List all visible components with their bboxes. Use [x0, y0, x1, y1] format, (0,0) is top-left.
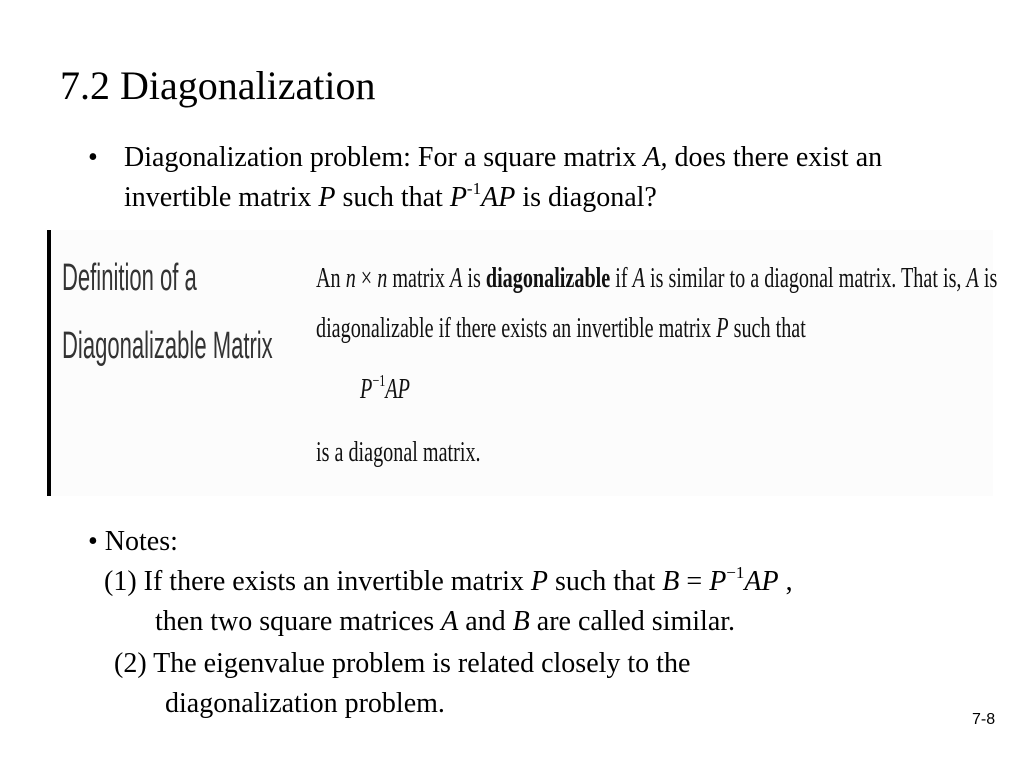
- text: such that: [335, 182, 450, 213]
- definition-line2: [316, 312, 806, 346]
- superscript: -1: [466, 178, 482, 198]
- term-diagonalizable: diagonalizable: [485, 263, 611, 294]
- var-A: A,: [643, 142, 668, 173]
- var-AP: AP: [481, 182, 516, 213]
- notes-label: • Notes:: [88, 526, 178, 557]
- text: diagonalizable if there exists an invertible matrix: [316, 313, 717, 344]
- text: ×: [355, 263, 378, 294]
- note-2-continued: diagonalization problem.: [165, 688, 445, 719]
- text: is: [462, 263, 486, 294]
- note-1: [104, 562, 793, 602]
- var-A: A: [441, 606, 459, 637]
- definition-line4: is a diagonal matrix.: [316, 437, 481, 468]
- var-P: P: [318, 182, 336, 213]
- definition-heading-line1: Definition of a: [62, 257, 197, 299]
- text: Diagonalization problem: For a square matrix: [124, 142, 644, 173]
- text: if: [610, 263, 633, 294]
- text: matrix: [387, 263, 451, 294]
- slide-number: 7-8: [972, 711, 996, 728]
- var-AP: AP: [385, 374, 410, 405]
- bullet-diagonalization-problem: [124, 138, 974, 218]
- text: (1) If there exists an invertible matrix: [104, 566, 531, 597]
- similarity-equation: [662, 562, 779, 597]
- page-title: 7.2 Diagonalization: [60, 63, 376, 108]
- var-P: P: [709, 566, 727, 597]
- definition-line1: [316, 262, 997, 296]
- superscript: −1: [726, 562, 745, 582]
- text: does there exist an invertible matrix: [124, 142, 883, 213]
- var-B: B: [662, 566, 680, 597]
- text: is diagonal?: [515, 182, 657, 213]
- var-P: P: [360, 374, 373, 405]
- var-P: P: [449, 182, 467, 213]
- text: and: [458, 606, 513, 637]
- superscript: −1: [372, 370, 386, 390]
- bullet-marker: •: [88, 142, 98, 173]
- var-A: A: [966, 263, 979, 294]
- note-2: (2) The eigenvalue problem is related closely to the: [114, 648, 691, 679]
- note-1-continued: [155, 602, 735, 642]
- text: then two square matrices: [155, 606, 442, 637]
- var-B: B: [512, 606, 530, 637]
- text: is similar to a diagonal matrix. That is,: [644, 263, 967, 294]
- text: are called similar.: [529, 606, 736, 637]
- text: An: [316, 263, 346, 294]
- var-P: P: [530, 566, 548, 597]
- equals: =: [679, 566, 710, 597]
- text: such that: [547, 566, 663, 597]
- var-A: A: [632, 263, 645, 294]
- var-n: n: [377, 263, 388, 294]
- text: is: [978, 263, 998, 294]
- text: ,: [778, 566, 793, 597]
- text: such that: [728, 313, 806, 344]
- var-P: P: [716, 313, 729, 344]
- definition-rule: [47, 230, 51, 496]
- var-AP: AP: [744, 566, 779, 597]
- var-A: A: [450, 263, 463, 294]
- var-n: n: [345, 263, 356, 294]
- definition-heading-line2: Diagonalizable Matrix: [62, 325, 273, 367]
- definition-formula: [360, 370, 410, 407]
